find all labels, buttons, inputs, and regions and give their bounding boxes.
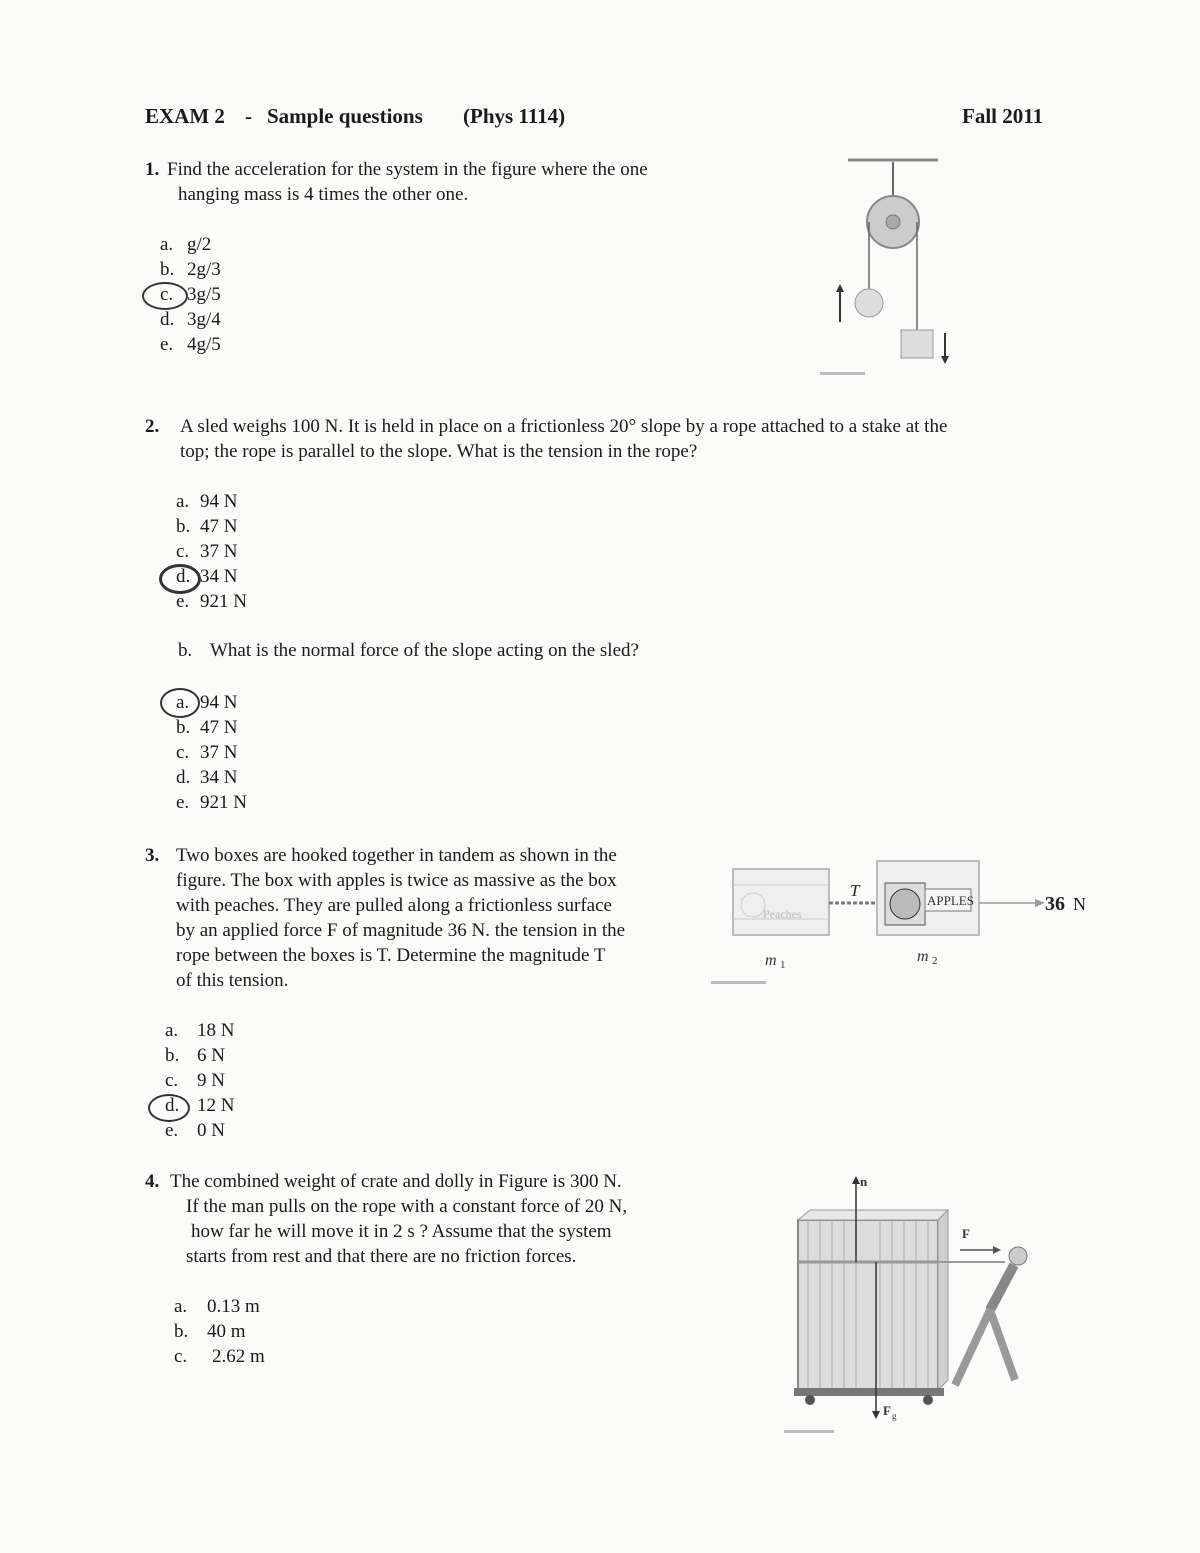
term: Fall 2011 (962, 104, 1044, 128)
option-letter: c. (165, 1070, 179, 1091)
figure-credit-mark (711, 981, 766, 984)
option-text: 12 N (197, 1095, 235, 1116)
man-head (1009, 1247, 1027, 1265)
question-text-line: Find the acceleration for the system in the figure where the one (167, 159, 648, 180)
option-letter: d. (176, 767, 191, 788)
apple-icon (890, 889, 920, 919)
mass-1-label: m (765, 952, 777, 969)
force-arrow-head (1035, 899, 1045, 907)
option-text: 3g/5 (187, 284, 221, 305)
crate-top (798, 1210, 948, 1220)
peaches-box (733, 869, 829, 935)
question-number: 2. (145, 416, 160, 437)
mass-2-label: m (917, 948, 929, 965)
question-text-line: top; the rope is parallel to the slope. What is the tension in the rope? (180, 441, 698, 462)
option-text: 40 m (207, 1321, 246, 1342)
arrow-head-down (941, 356, 949, 364)
option-text: 47 N (200, 516, 238, 537)
figure-credit-mark (820, 372, 865, 375)
pulley-axle (886, 215, 900, 229)
mass-1 (855, 289, 883, 317)
applied-force-label: F (962, 1226, 970, 1241)
option-letter: e. (165, 1120, 179, 1141)
option-letter: a. (160, 234, 174, 255)
mass-1-subscript: 1 (780, 959, 786, 971)
option-letter: c. (176, 541, 190, 562)
option-letter: d. (165, 1095, 180, 1116)
arrow-head-down (872, 1411, 880, 1419)
option-text: 34 N (200, 566, 238, 587)
option-text: 0.13 m (207, 1296, 260, 1317)
tension-label: T (850, 881, 860, 900)
option-text: 921 N (200, 792, 247, 813)
mass-2-subscript: 2 (932, 955, 938, 967)
gravity-force-label: F (883, 1403, 891, 1418)
sub-question-text: What is the normal force of the slope acting on the sled? (210, 640, 639, 661)
dolly-wheel (805, 1395, 815, 1405)
crate-side (938, 1210, 948, 1390)
sub-question-letter: b. (178, 640, 193, 661)
option-text: 3g/4 (187, 309, 221, 330)
option-letter: c. (176, 742, 190, 763)
option-text: 37 N (200, 541, 238, 562)
option-text: 94 N (200, 692, 238, 713)
header-dash: - (245, 104, 252, 128)
man-torso (990, 1265, 1014, 1310)
question-text-line: Two boxes are hooked together in tandem as shown in the (176, 845, 617, 866)
option-letter: a. (165, 1020, 179, 1041)
question-text-line: A sled weighs 100 N. It is held in place on a frictionless 20° slope by a rope attached to a stake at the (180, 416, 948, 437)
exam-label: EXAM 2 (145, 104, 225, 128)
apples-label: APPLES (927, 893, 974, 908)
question-text-line: how far he will move it in 2 s ? Assume that the system (191, 1221, 612, 1242)
question-number: 4. (145, 1171, 160, 1192)
option-letter: c. (174, 1346, 188, 1367)
answer-circle (160, 688, 200, 718)
answer-circle (142, 282, 188, 310)
option-text: 47 N (200, 717, 238, 738)
option-text: 2.62 m (212, 1346, 265, 1367)
option-letter: b. (176, 717, 191, 738)
atwood-machine-figure (800, 150, 970, 385)
option-letter: d. (176, 566, 191, 587)
question-number: 1. (145, 159, 160, 180)
option-text: 6 N (197, 1045, 225, 1066)
arrow-head-up (852, 1176, 860, 1184)
option-letter: e. (176, 792, 190, 813)
option-letter: b. (160, 259, 175, 280)
dolly-wheel (923, 1395, 933, 1405)
arrow-head-up (836, 284, 844, 292)
option-text: 4g/5 (187, 334, 221, 355)
normal-force-label: n (860, 1174, 868, 1189)
option-text: 9 N (197, 1070, 225, 1091)
man-leg (990, 1310, 1015, 1380)
crate (798, 1220, 938, 1390)
option-letter: d. (160, 309, 175, 330)
option-text: 37 N (200, 742, 238, 763)
arrow-head-right (993, 1246, 1001, 1254)
option-letter: a. (174, 1296, 188, 1317)
question-text-line: of this tension. (176, 970, 289, 991)
option-letter: a. (176, 491, 190, 512)
option-text: 921 N (200, 591, 247, 612)
peaches-label: Peaches (763, 907, 802, 921)
question-text-line: rope between the boxes is T. Determine the magnitude T (176, 945, 606, 966)
question-text-line: with peaches. They are pulled along a frictionless surface (176, 895, 612, 916)
man-leg (955, 1310, 990, 1385)
dolly (794, 1388, 944, 1396)
page-title: Sample questions (267, 104, 423, 128)
force-unit: N (1073, 894, 1086, 914)
course-code: (Phys 1114) (463, 104, 566, 128)
crate-dolly-figure (780, 1170, 1040, 1440)
question-text-line: If the man pulls on the rope with a constant force of 20 N, (186, 1196, 628, 1217)
option-text: 34 N (200, 767, 238, 788)
option-letter: a. (176, 692, 190, 713)
question-text-line: figure. The box with apples is twice as massive as the box (176, 870, 617, 891)
option-text: g/2 (187, 234, 212, 255)
option-text: 94 N (200, 491, 238, 512)
option-text: 2g/3 (187, 259, 221, 280)
option-letter: c. (160, 284, 174, 305)
option-letter: b. (174, 1321, 189, 1342)
question-text-line: The combined weight of crate and dolly in Figure is 300 N. (170, 1171, 622, 1192)
option-text: 18 N (197, 1020, 235, 1041)
question-text-line: by an applied force F of magnitude 36 N. the tension in the (176, 920, 626, 941)
option-text: 0 N (197, 1120, 225, 1141)
gravity-force-subscript: g (892, 1411, 897, 1421)
figure-credit-mark (784, 1430, 834, 1433)
option-letter: b. (176, 516, 191, 537)
question-number: 3. (145, 845, 160, 866)
mass-2 (901, 330, 933, 358)
option-letter: b. (165, 1045, 180, 1066)
option-letter: e. (160, 334, 174, 355)
option-letter: e. (176, 591, 190, 612)
question-text-line: starts from rest and that there are no friction forces. (186, 1246, 577, 1267)
question-text-line: hanging mass is 4 times the other one. (178, 184, 469, 205)
tandem-boxes-figure (705, 855, 1100, 990)
force-value: 36 (1045, 893, 1065, 915)
